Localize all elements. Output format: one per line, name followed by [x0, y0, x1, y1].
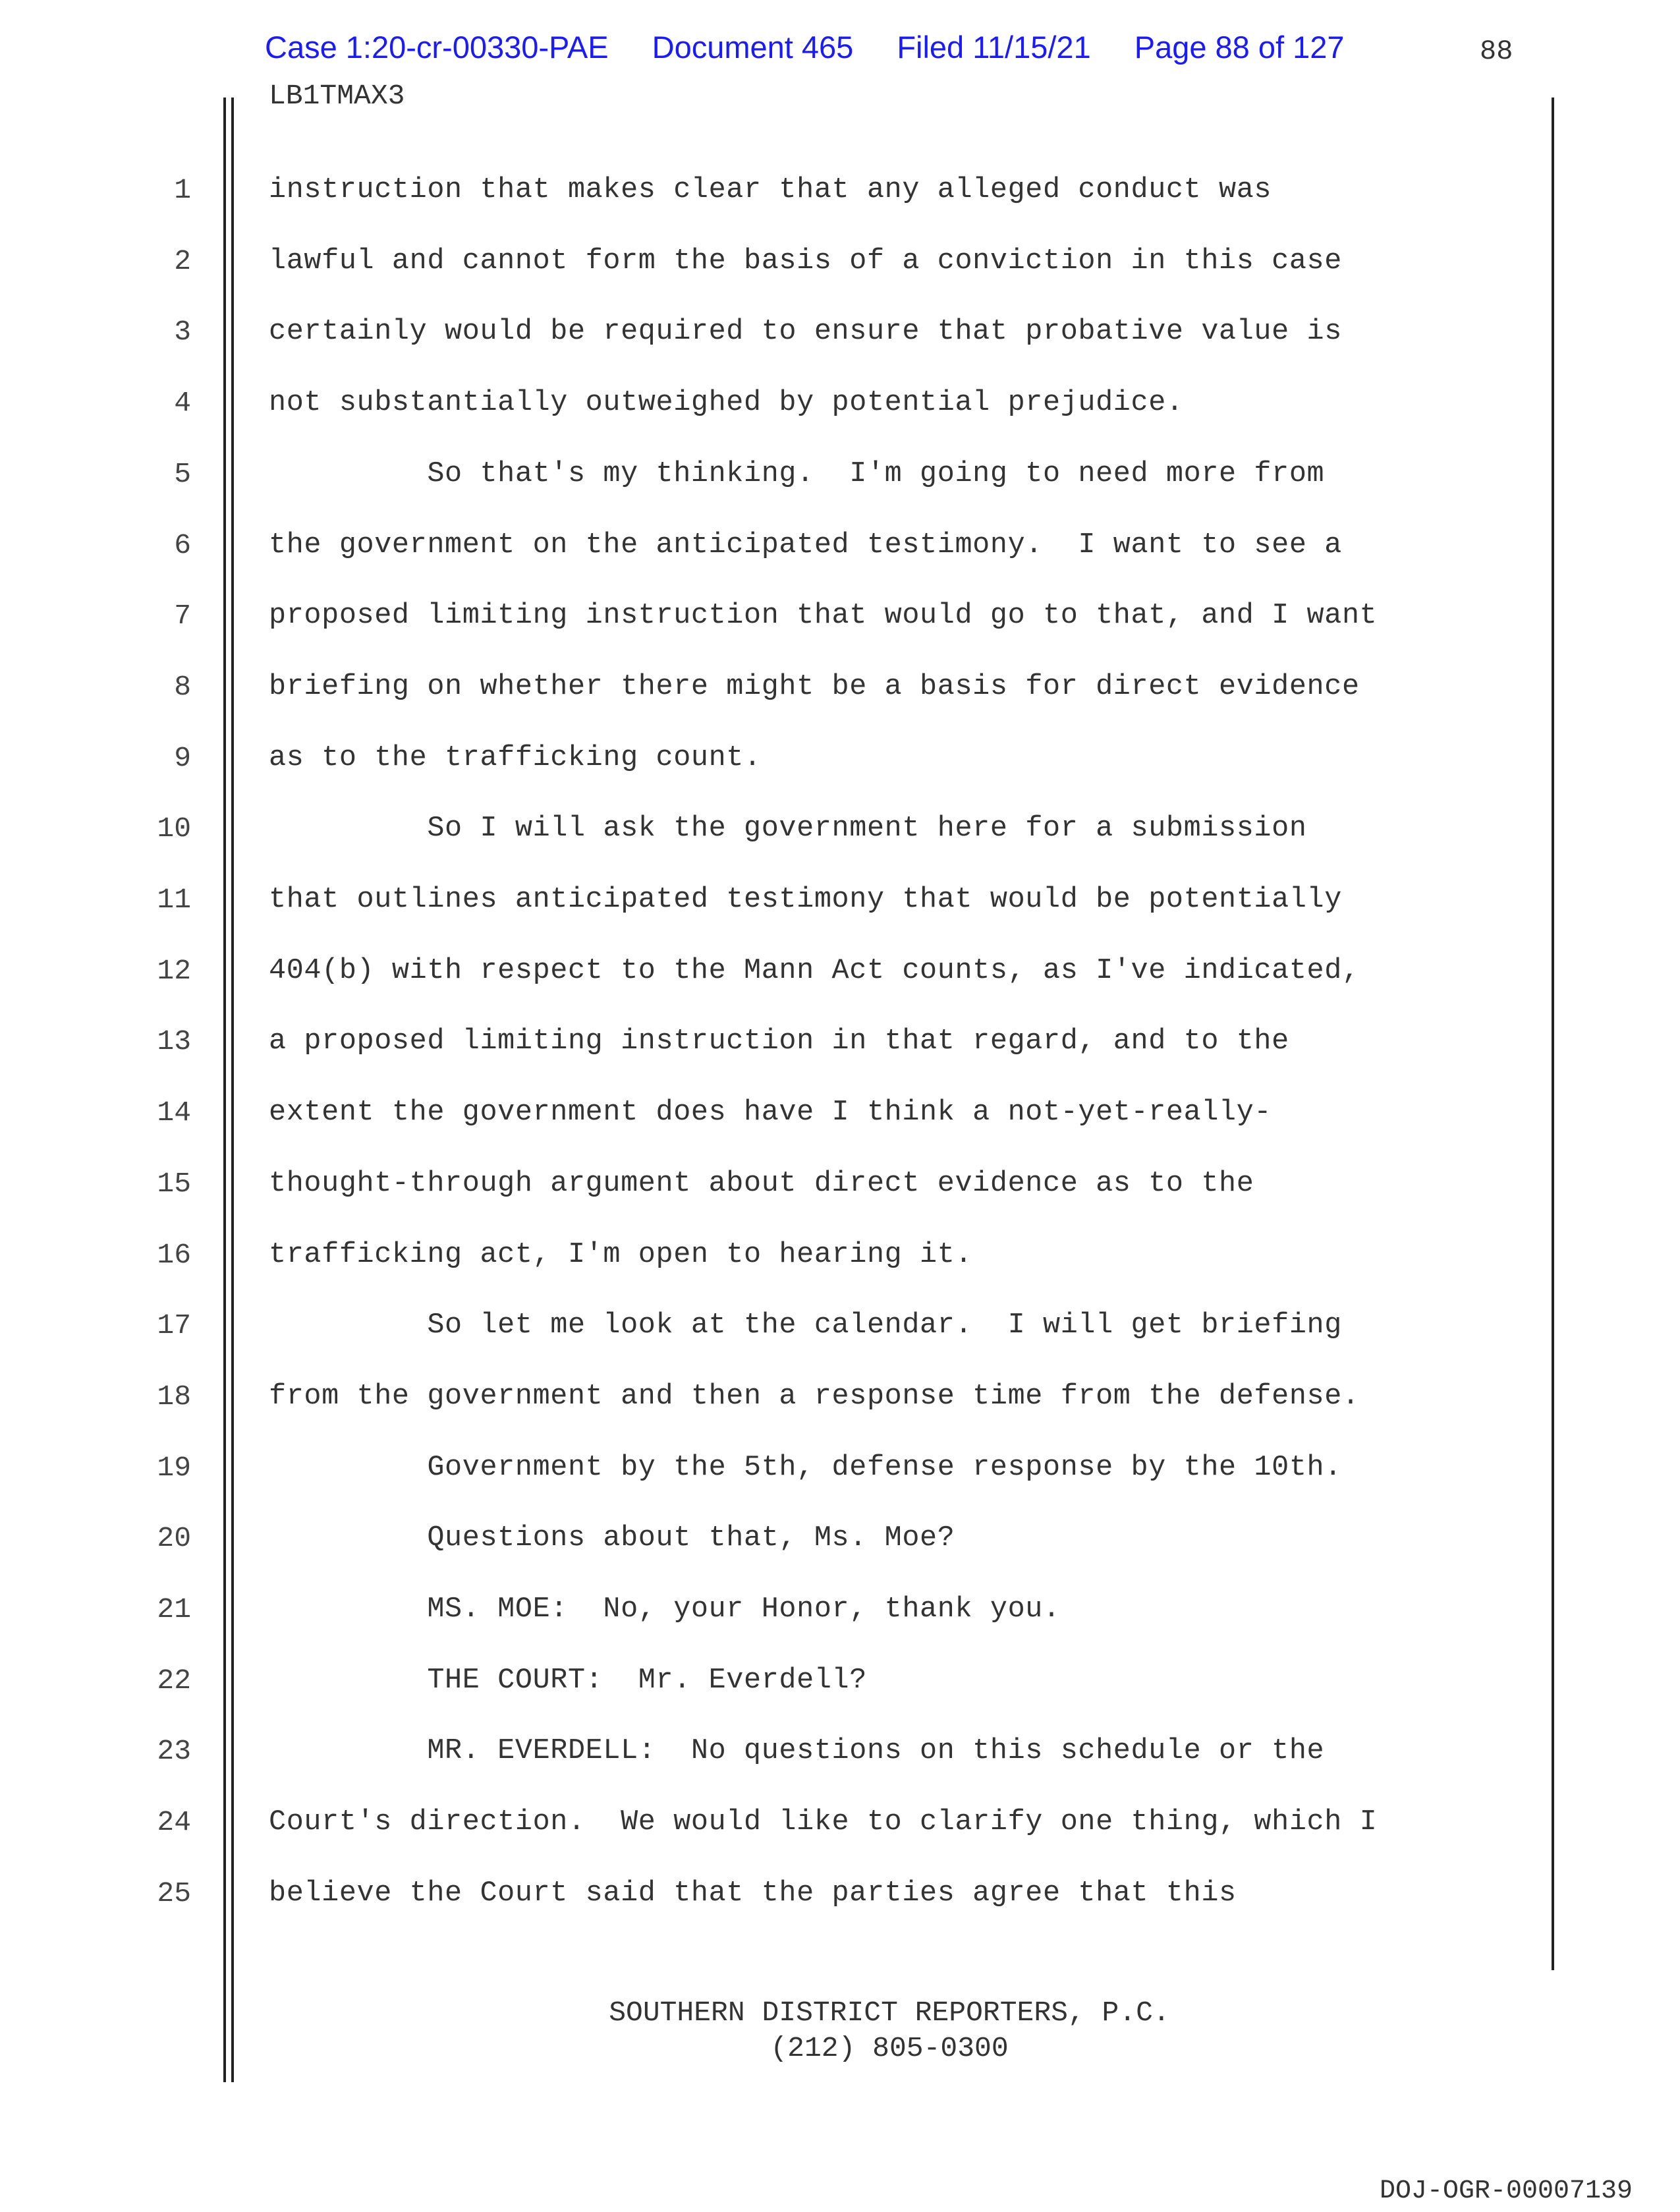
filed-date: Filed 11/15/21: [897, 30, 1091, 65]
line-number: 2: [174, 245, 191, 277]
transcript-line: briefing on whether there might be a basis for direct evidence: [269, 671, 1360, 703]
left-margin-rule-outer: [223, 98, 226, 2082]
transcript-line: MR. EVERDELL: No questions on this schedule or the: [269, 1735, 1325, 1767]
transcript-line: not substantially outweighed by potential prejudice.: [269, 387, 1184, 419]
transcript-line: Questions about that, Ms. Moe?: [269, 1522, 955, 1554]
line-number: 15: [157, 1168, 191, 1200]
right-margin-rule: [1552, 98, 1554, 1970]
reporter-phone: (212) 805-0300: [770, 2032, 1009, 2064]
transcript-line: So I will ask the government here for a submission: [269, 812, 1307, 845]
transcript-line: trafficking act, I'm open to hearing it.: [269, 1239, 973, 1271]
transcript-line: from the government and then a response time from the defense.: [269, 1380, 1360, 1413]
page-of-total: Page 88 of 127: [1134, 30, 1345, 65]
line-number: 22: [157, 1664, 191, 1697]
transcript-line: proposed limiting instruction that would go to that, and I want: [269, 600, 1378, 632]
transcript-line: 404(b) with respect to the Mann Act counts, as I've indicated,: [269, 955, 1360, 987]
transcript-line: certainly would be required to ensure that probative value is: [269, 316, 1342, 348]
line-number: 14: [157, 1096, 191, 1129]
bates-number: DOJ-OGR-00007139: [1379, 2176, 1633, 2206]
transcript-line: believe the Court said that the parties agree that this: [269, 1877, 1237, 1910]
line-number: 16: [157, 1239, 191, 1271]
transcript-line: Court's direction. We would like to clarify one thing, which I: [269, 1806, 1378, 1838]
case-number: Case 1:20-cr-00330-PAE: [265, 30, 609, 65]
transcript-line: a proposed limiting instruction in that regard, and to the: [269, 1025, 1289, 1058]
transcript-line: as to the trafficking count.: [269, 742, 762, 774]
line-number: 23: [157, 1735, 191, 1767]
transcript-code: LB1TMAX3: [269, 80, 405, 112]
line-number: 9: [174, 742, 191, 774]
line-number: 5: [174, 458, 191, 490]
transcript-line: lawful and cannot form the basis of a conviction in this case: [269, 245, 1342, 277]
line-number: 12: [157, 955, 191, 987]
line-number: 11: [157, 884, 191, 916]
line-number: 13: [157, 1025, 191, 1058]
line-number: 10: [157, 812, 191, 845]
transcript-page-number: 88: [1480, 36, 1513, 67]
line-number: 18: [157, 1380, 191, 1413]
transcript-line: MS. MOE: No, your Honor, thank you.: [269, 1593, 1061, 1626]
line-number: 7: [174, 600, 191, 632]
transcript-line: THE COURT: Mr. Everdell?: [269, 1664, 867, 1697]
line-number: 3: [174, 316, 191, 348]
transcript-line: thought-through argument about direct evidence as to the: [269, 1168, 1254, 1200]
transcript-line: that outlines anticipated testimony that would be potentially: [269, 884, 1342, 916]
transcript-line: instruction that makes clear that any alleged conduct was: [269, 174, 1272, 206]
line-number: 24: [157, 1806, 191, 1838]
document-number: Document 465: [652, 30, 854, 65]
line-number: 17: [157, 1309, 191, 1342]
transcript-line: Government by the 5th, defense response by the 10th.: [269, 1452, 1342, 1484]
transcript-line: the government on the anticipated testimony. I want to see a: [269, 529, 1342, 561]
transcript-line: So that's my thinking. I'm going to need more from: [269, 458, 1325, 490]
line-number: 20: [157, 1522, 191, 1554]
left-margin-rule-inner: [231, 98, 234, 2082]
footer: [0, 1995, 1680, 2066]
line-number: 4: [174, 387, 191, 419]
ecf-header: [265, 29, 1388, 65]
line-number: 8: [174, 671, 191, 703]
line-number: 6: [174, 529, 191, 561]
line-number: 19: [157, 1452, 191, 1484]
line-number: 1: [174, 174, 191, 206]
transcript-line: extent the government does have I think a not-yet-really-: [269, 1096, 1272, 1129]
reporter-name: SOUTHERN DISTRICT REPORTERS, P.C.: [609, 1997, 1170, 2029]
line-number: 21: [157, 1593, 191, 1626]
transcript-line: So let me look at the calendar. I will get briefing: [269, 1309, 1342, 1342]
line-number: 25: [157, 1877, 191, 1910]
